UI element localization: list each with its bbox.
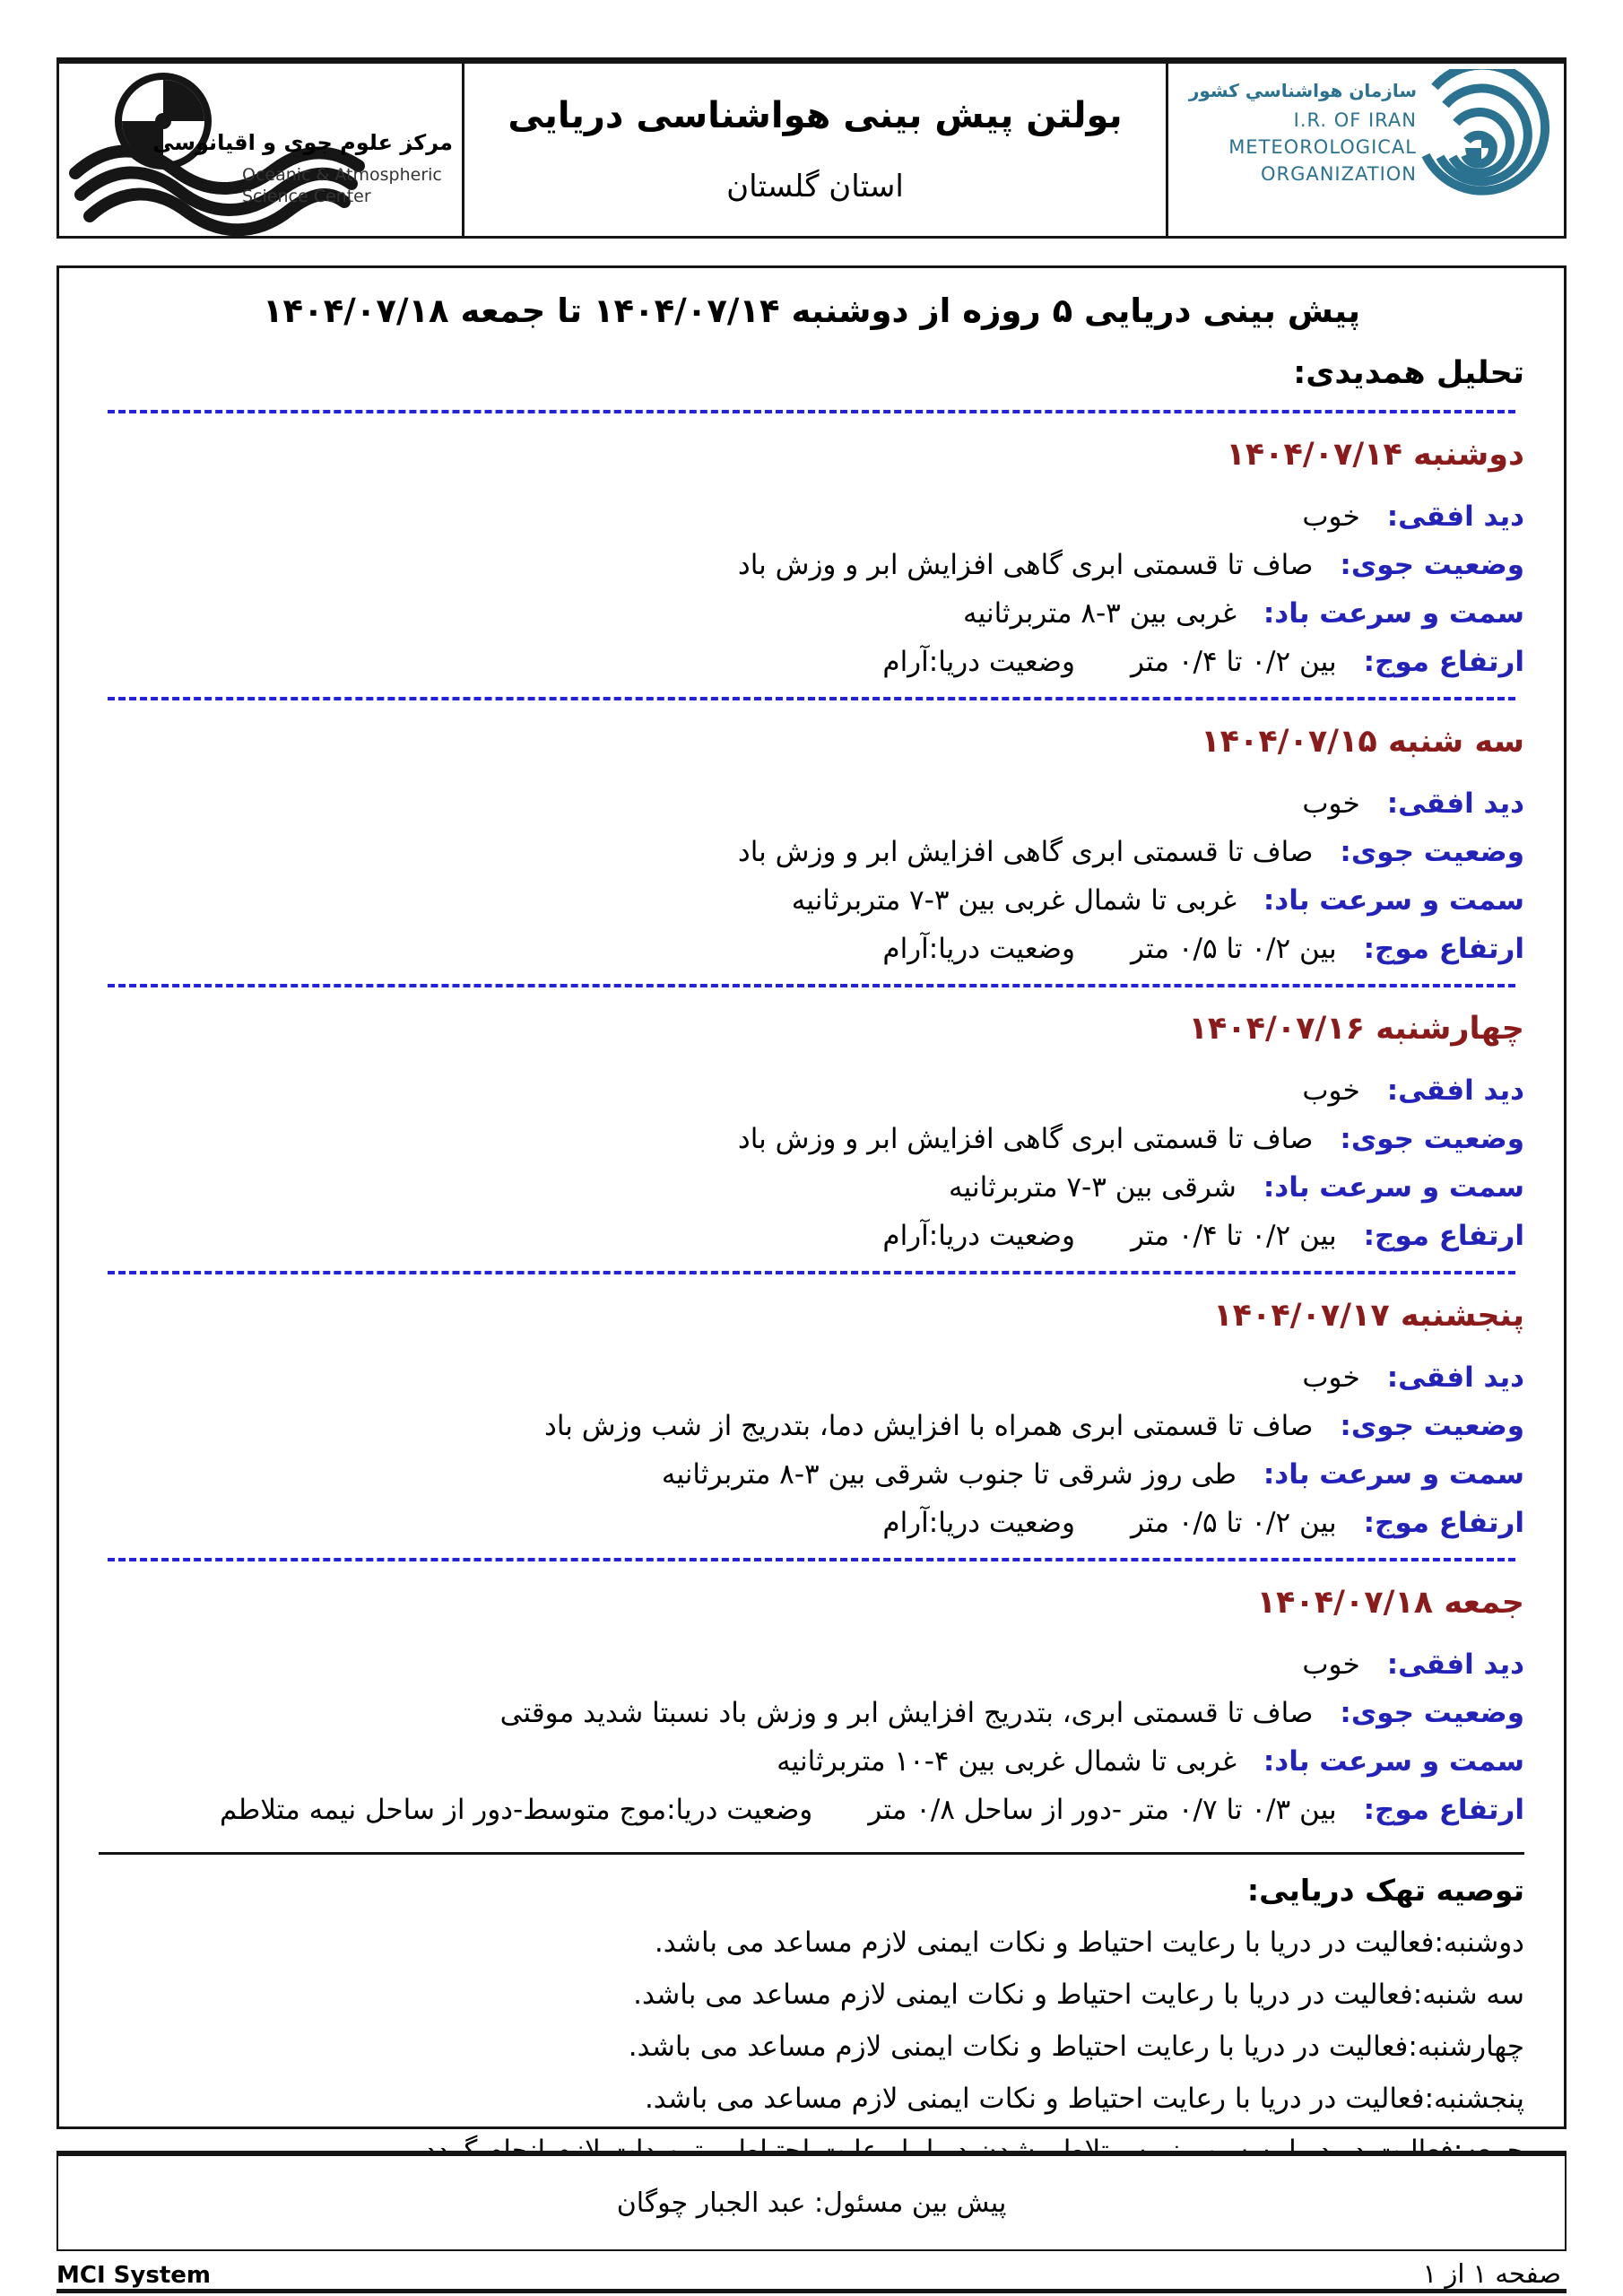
forecast-content [56,265,1567,2129]
forecast-day-friday [99,1583,1524,1827]
wind-value: شرقی بین ۳-۷ متربرثانیه [949,1171,1237,1204]
wind-value: طی روز شرقی تا جنوب شرقی بین ۳-۸ متربرثانیه [661,1458,1237,1491]
forecast-day-monday [99,435,1524,679]
weather-label: وضعیت جوی: [1340,549,1524,581]
wind-row [99,1744,1524,1779]
dashed-separator [108,697,1515,700]
wave-row [99,932,1524,966]
wave-row [99,645,1524,679]
wind-row [99,596,1524,631]
dashed-separator [108,410,1515,413]
sea-state-value: وضعیت دریا:آرام [882,933,1075,965]
irimo-name-fa: سازمان هواشناسي كشور [1188,80,1417,101]
footer-rule [56,2289,1567,2293]
forecast-day-wednesday [99,1009,1524,1253]
visibility-label: دید افقی: [1386,1648,1524,1681]
forecaster-box [56,2151,1567,2251]
oceanic-center-name-en-line2: Science Center [242,187,371,206]
advisory-item-wednesday: چهارشنبه:فعالیت در دریا با رعایت احتیاط و نکات ایمنی لازم مساعد می باشد. [628,2031,1524,2063]
forecast-period-title: پیش بینی دریایی ۵ روزه از دوشنبه ۱۴۰۴/۰۷/۱۴ تا جمعه ۱۴۰۴/۰۷/۱۸ [262,291,1361,330]
weather-value: صاف تا قسمتی ابری همراه با افزایش دما، بتدریج از شب وزش باد [544,1410,1314,1442]
wave-row [99,1793,1524,1827]
advisory-item-thursday: پنجشنبه:فعالیت در دریا با رعایت احتیاط و نکات ایمنی لازم مساعد می باشد. [644,2083,1524,2115]
weather-row [99,1409,1524,1443]
wind-value: غربی بین ۳-۸ متربرثانیه [963,597,1237,630]
oceanic-center-name-en-line1: Oceanic & Atmospheric [242,165,442,185]
day-date-heading: سه شنبه ۱۴۰۴/۰۷/۱۵ [1201,724,1524,760]
forecast-day-tuesday [99,722,1524,966]
wave-row [99,1219,1524,1253]
day-date-heading: پنجشنبه ۱۴۰۴/۰۷/۱۷ [1213,1298,1524,1334]
dashed-separator [108,1271,1515,1274]
weather-label: وضعیت جوی: [1340,1697,1524,1729]
bulletin-main-title: بولتن پیش بینی هواشناسی دریایی [508,95,1123,136]
wind-label: سمت و سرعت باد: [1263,1171,1524,1204]
weather-label: وضعیت جوی: [1340,1123,1524,1155]
wave-label: ارتفاع موج: [1363,646,1524,678]
visibility-row [99,1074,1524,1108]
wave-height-value: بین ۰/۲ تا ۰/۴ متر [1130,646,1337,678]
wave-height-value: بین ۰/۳ تا ۰/۷ متر -دور از ساحل ۰/۸ متر [868,1794,1337,1826]
weather-label: وضعیت جوی: [1340,836,1524,868]
advisory-item-tuesday: سه شنبه:فعالیت در دریا با رعایت احتیاط و نکات ایمنی لازم مساعد می باشد. [633,1979,1524,2011]
day-date-heading: جمعه ۱۴۰۴/۰۷/۱۸ [1256,1585,1524,1621]
wind-label: سمت و سرعت باد: [1263,884,1524,917]
wind-label: سمت و سرعت باد: [1263,597,1524,630]
header-titles [464,64,1166,236]
oceanic-center-name-fa: مرکز علوم جوی و اقیانوسی [152,130,453,155]
weather-row [99,1696,1524,1730]
wave-height-value: بین ۰/۲ تا ۰/۴ متر [1130,1220,1337,1252]
irimo-name-en-line2: METEOROLOGICAL [1228,136,1417,158]
weather-value: صاف تا قسمتی ابری، بتدریج افزایش ابر و وزش باد نسبتا شدید موقتی [499,1697,1314,1729]
header [56,57,1567,239]
wave-label: ارتفاع موج: [1363,1220,1524,1252]
sea-state-value: وضعیت دریا:آرام [882,646,1075,678]
weather-value: صاف تا قسمتی ابری گاهی افزایش ابر و وزش باد [737,836,1314,868]
synoptic-analysis-label: تحلیل همدیدی: [1293,355,1524,391]
oceanic-center-logo [59,64,464,236]
weather-value: صاف تا قسمتی ابری گاهی افزایش ابر و وزش باد [737,549,1314,581]
wave-label: ارتفاع موج: [1363,933,1524,965]
irimo-name-en-line1: I.R. OF IRAN [1293,109,1417,131]
visibility-value: خوب [1302,1648,1360,1681]
system-name: MCI System [56,2262,211,2289]
visibility-row [99,1361,1524,1395]
weather-row [99,1122,1524,1156]
page-number: صفحه ۱ از ۱ [1422,2258,1561,2289]
visibility-value: خوب [1302,1361,1360,1394]
weather-value: صاف تا قسمتی ابری گاهی افزایش ابر و وزش باد [737,1123,1314,1155]
irimo-spiral-icon [1419,69,1558,236]
weather-label: وضعیت جوی: [1340,1410,1524,1442]
weather-row [99,835,1524,869]
dashed-separator [108,1558,1515,1561]
sea-state-value: وضعیت دریا:آرام [882,1507,1075,1539]
wind-value: غربی تا شمال غربی بین ۴-۱۰ متربرثانیه [777,1745,1237,1778]
oceanic-center-name-en [242,164,453,207]
wind-row [99,883,1524,918]
wind-row [99,1457,1524,1492]
page-footer [56,2253,1567,2289]
forecaster-name: پیش بین مسئول: عبد الجبار چوگان [616,2187,1007,2219]
irimo-name-en-line3: ORGANIZATION [1260,163,1417,185]
wind-label: سمت و سرعت باد: [1263,1458,1524,1491]
wind-row [99,1170,1524,1205]
wind-label: سمت و سرعت باد: [1263,1745,1524,1778]
wave-label: ارتفاع موج: [1363,1507,1524,1539]
visibility-label: دید افقی: [1386,1361,1524,1394]
weather-row [99,548,1524,582]
dashed-separator [108,984,1515,987]
marine-advisory-title: توصیه تهک دریایی: [1246,1873,1524,1908]
day-date-heading: چهارشنبه ۱۴۰۴/۰۷/۱۶ [1188,1011,1524,1047]
day-date-heading: دوشنبه ۱۴۰۴/۰۷/۱۴ [1226,437,1524,473]
visibility-label: دید افقی: [1386,787,1524,820]
visibility-row [99,500,1524,534]
visibility-label: دید افقی: [1386,500,1524,533]
wave-label: ارتفاع موج: [1363,1794,1524,1826]
visibility-value: خوب [1302,787,1360,820]
forecast-day-thursday [99,1296,1524,1540]
visibility-row [99,787,1524,821]
sea-state-value: وضعیت دریا:موج متوسط-دور از ساحل نیمه متلاطم [219,1794,813,1826]
province-subtitle: استان گلستان [726,169,904,204]
wind-value: غربی تا شمال غربی بین ۳-۷ متربرثانیه [791,884,1237,917]
wave-height-value: بین ۰/۲ تا ۰/۵ متر [1130,933,1337,965]
visibility-row [99,1648,1524,1682]
wave-row [99,1506,1524,1540]
sea-state-value: وضعیت دریا:آرام [882,1220,1075,1252]
solid-separator [99,1852,1524,1855]
visibility-value: خوب [1302,1074,1360,1107]
irimo-logo [1166,64,1564,236]
visibility-label: دید افقی: [1386,1074,1524,1107]
visibility-value: خوب [1302,500,1360,533]
advisory-item-monday: دوشنبه:فعالیت در دریا با رعایت احتیاط و نکات ایمنی لازم مساعد می باشد. [654,1926,1524,1959]
wave-height-value: بین ۰/۲ تا ۰/۵ متر [1130,1507,1337,1539]
